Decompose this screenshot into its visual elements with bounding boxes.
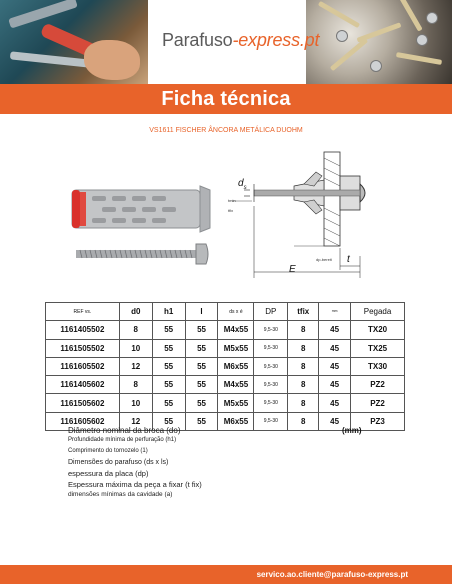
dp-small-label: dp-bereit <box>316 257 332 262</box>
cell-mm: 45 <box>319 376 351 394</box>
cell-l: 55 <box>185 376 218 394</box>
anchor-product-illustration <box>58 180 218 270</box>
cell-ds: M6x55 <box>218 412 254 430</box>
col-pegada: Pegada <box>351 303 405 321</box>
cell-dp: 9,5-30 <box>254 339 288 357</box>
cell-d0: 8 <box>119 376 152 394</box>
unit-label: (mm) <box>342 426 362 435</box>
cell-d0: 8 <box>119 321 152 339</box>
cell-pegada: PZ2 <box>351 376 405 394</box>
cell-d0: 12 <box>119 357 152 375</box>
footer-bar <box>0 565 452 584</box>
legend-line: dimensões mínimas da cavidade (a) <box>68 491 173 498</box>
cell-h1: 55 <box>152 394 185 412</box>
col-tfix: tfix <box>288 303 319 321</box>
cell-mm: 45 <box>319 321 351 339</box>
logo-brand: Parafuso <box>162 30 233 50</box>
col-dp: DP <box>254 303 288 321</box>
cell-tfix: 8 <box>288 357 319 375</box>
cell-ref: 1161405602 <box>46 376 120 394</box>
header-banner <box>0 0 452 84</box>
cell-ref: 1161505602 <box>46 394 120 412</box>
cell-h1: 55 <box>152 376 185 394</box>
tmin-label: tmin <box>228 198 236 203</box>
cell-ds: M6x55 <box>218 357 254 375</box>
cell-mm: 45 <box>319 412 351 430</box>
tfix-label: t <box>347 254 350 265</box>
title-bar <box>0 84 452 114</box>
cell-mm: 45 <box>319 339 351 357</box>
cell-d0: 10 <box>119 394 152 412</box>
table-row <box>46 339 405 357</box>
cell-l: 55 <box>185 394 218 412</box>
cell-dp: 9,5-30 <box>254 376 288 394</box>
legend-line: Profundidade mínima de perfuração (h1) <box>68 437 177 443</box>
cell-tfix: 8 <box>288 412 319 430</box>
cell-h1: 55 <box>152 339 185 357</box>
col-l: l <box>185 303 218 321</box>
cell-mm: 45 <box>319 394 351 412</box>
col-d0: d0 <box>119 303 152 321</box>
page-title: Ficha técnica <box>161 87 291 110</box>
table-header-row <box>46 303 405 321</box>
e-label: E <box>289 264 296 275</box>
cell-dp: 9,5-30 <box>254 357 288 375</box>
legend-line: espessura da placa (dp) <box>68 469 149 478</box>
cell-l: 55 <box>185 412 218 430</box>
cell-h1: 55 <box>152 412 185 430</box>
spec-table <box>45 302 405 431</box>
cell-dp: 9,5-30 <box>254 412 288 430</box>
screws-photo <box>306 0 452 84</box>
ds-label: $d_s$ <box>238 178 247 191</box>
cell-pegada: TX30 <box>351 357 405 375</box>
cell-tfix: 8 <box>288 394 319 412</box>
cell-ds: M5x55 <box>218 339 254 357</box>
legend-line: Espessura máxima da peça a fixar (t fix) <box>68 480 202 489</box>
cell-l: 55 <box>185 321 218 339</box>
cell-l: 55 <box>185 357 218 375</box>
cell-tfix: 8 <box>288 376 319 394</box>
cell-ds: M5x55 <box>218 394 254 412</box>
cell-pegada: TX25 <box>351 339 405 357</box>
col-ds: ds x é <box>218 303 254 321</box>
tools-photo <box>0 0 148 84</box>
cell-ref: 1161505502 <box>46 339 120 357</box>
cell-ds: M4x55 <box>218 321 254 339</box>
cell-d0: 10 <box>119 339 152 357</box>
legend-line: Diâmetro nominal da broca (do) <box>68 426 181 435</box>
cell-pegada: PZ3 <box>351 412 405 430</box>
cell-h1: 55 <box>152 321 185 339</box>
cell-dp: 9,5-30 <box>254 394 288 412</box>
cell-ref: 1161405502 <box>46 321 120 339</box>
col-ref: REF vs. <box>46 303 120 321</box>
cell-h1: 55 <box>152 357 185 375</box>
product-name: VS1611 FISCHER ÂNCORA METÁLICA DUOHM <box>149 127 303 134</box>
cell-tfix: 8 <box>288 321 319 339</box>
cell-ref: 1161605502 <box>46 357 120 375</box>
col-mm: ᵐᵐ <box>319 303 351 321</box>
cell-mm: 45 <box>319 357 351 375</box>
table-row <box>46 321 405 339</box>
legend-line: Dimensões do parafuso (ds x ls) <box>68 459 169 466</box>
cell-ds: M4x55 <box>218 376 254 394</box>
col-h1: h1 <box>152 303 185 321</box>
tfix-small-label: tfix <box>228 208 234 213</box>
cell-pegada: TX20 <box>351 321 405 339</box>
cell-dp: 9,5-30 <box>254 321 288 339</box>
cell-tfix: 8 <box>288 339 319 357</box>
legend-line: Comprimento do tornozelo (1) <box>68 448 148 454</box>
table-row <box>46 394 405 412</box>
table-row <box>46 376 405 394</box>
cell-l: 55 <box>185 339 218 357</box>
contact-email-link[interactable]: servico.ao.cliente@parafuso-express.pt <box>256 570 408 579</box>
logo-suffix: -express.pt <box>232 30 320 50</box>
cell-d0: 12 <box>119 412 152 430</box>
table-row <box>46 357 405 375</box>
site-logo[interactable] <box>162 30 319 51</box>
installation-diagram <box>224 146 374 282</box>
cell-pegada: PZ2 <box>351 394 405 412</box>
cell-ref: 1161605602 <box>46 412 120 430</box>
